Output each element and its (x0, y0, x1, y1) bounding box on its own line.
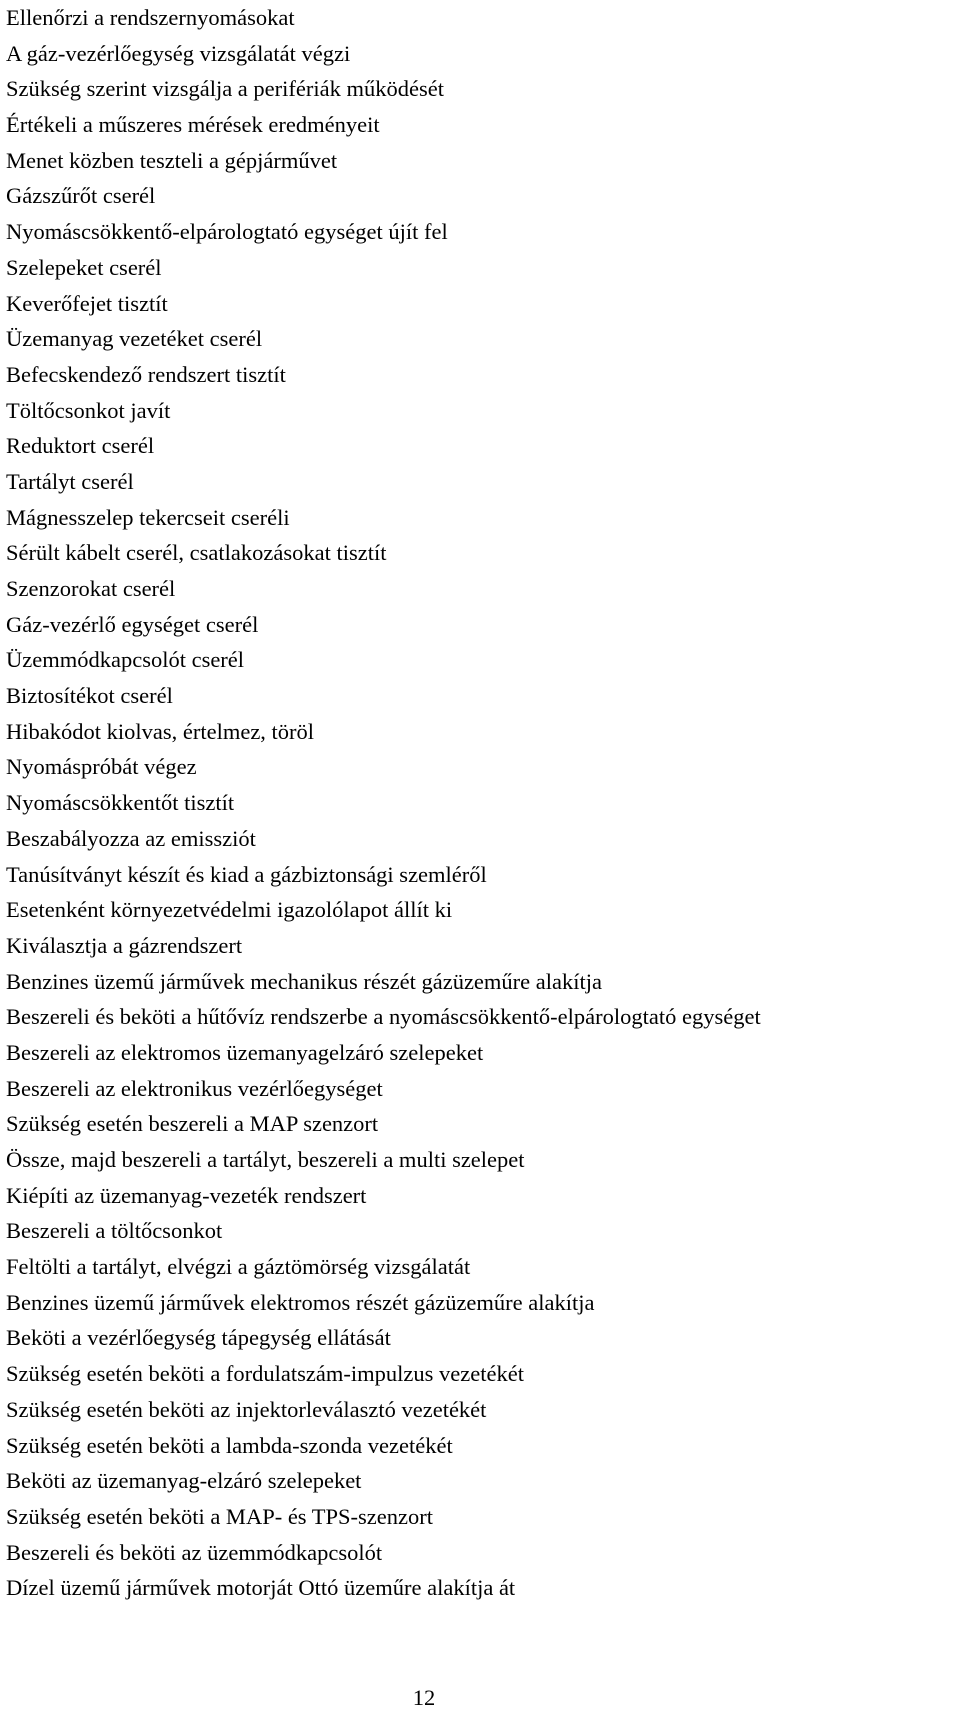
task-line: Mágnesszelep tekercseit cseréli (6, 504, 290, 530)
task-line: Szükség esetén beköti a lambda-szonda vezetékét (6, 1432, 453, 1458)
task-line: A gáz-vezérlőegység vizsgálatát végzi (6, 40, 351, 66)
task-line: Gázszűrőt cserél (6, 183, 156, 209)
task-line: Szükség szerint vizsgálja a perifériák működését (6, 76, 444, 102)
task-line: Beszereli és beköti a hűtővíz rendszerbe a nyomáscsökkentő-elpárologtató egységet (6, 1004, 761, 1030)
task-line: Beköti az üzemanyag-elzáró szelepeket (6, 1468, 362, 1494)
task-list (6, 0, 761, 1606)
task-line: Menet közben teszteli a gépjárművet (6, 147, 338, 173)
task-line: Beszereli a töltőcsonkot (6, 1218, 223, 1244)
task-line: Esetenként környezetvédelmi igazolólapot állít ki (6, 897, 453, 923)
task-line: Benzines üzemű járművek mechanikus részét gázüzeműre alakítja (6, 968, 602, 994)
task-line: Üzemanyag vezetéket cserél (6, 326, 263, 352)
task-line: Keverőfejet tisztít (6, 290, 168, 316)
task-line: Reduktort cserél (6, 433, 155, 459)
task-line: Szenzorokat cserél (6, 576, 176, 601)
task-line: Benzines üzemű járművek elektromos részét gázüzeműre alakítja (6, 1289, 595, 1315)
task-line: Beszabályozza az emissziót (6, 825, 256, 851)
task-line: Szükség esetén beköti a MAP- és TPS-szenzort (6, 1503, 434, 1529)
task-line: Beszereli az elektromos üzemanyagelzáró szelepeket (6, 1039, 484, 1065)
task-line: Kiépíti az üzemanyag-vezeték rendszert (6, 1182, 367, 1208)
task-line: Szelepeket cserél (6, 254, 162, 280)
task-line: Szükség esetén beköti az injektorleválasztó vezetékét (6, 1396, 487, 1422)
task-line: Befecskendező rendszert tisztít (6, 361, 286, 387)
task-line: Nyomáspróbát végez (6, 754, 197, 780)
task-line: Töltőcsonkot javít (6, 397, 171, 423)
task-line: Szükség esetén beköti a fordulatszám-impulzus vezetékét (6, 1361, 524, 1387)
task-line: Szükség esetén beszereli a MAP szenzort (6, 1111, 379, 1137)
task-line: Beszereli az elektronikus vezérlőegységet (6, 1075, 383, 1101)
task-line: Sérült kábelt cserél, csatlakozásokat tisztít (6, 540, 387, 566)
task-line: Feltölti a tartályt, elvégzi a gáztömörség vizsgálatát (6, 1254, 471, 1280)
task-line: Ellenőrzi a rendszernyomásokat (6, 5, 295, 30)
task-line: Beszereli és beköti az üzemmódkapcsolót (6, 1539, 383, 1565)
task-line: Össze, majd beszereli a tartályt, beszereli a multi szelepet (6, 1147, 525, 1172)
task-line: Biztosítékot cserél (6, 683, 173, 709)
task-line: Nyomáscsökkentőt tisztít (6, 790, 235, 816)
page-number: 12 (412, 1685, 436, 1710)
task-line: Nyomáscsökkentő-elpárologtató egységet újít fel (6, 219, 448, 245)
task-line: Beköti a vezérlőegység tápegység ellátását (6, 1325, 391, 1351)
task-line: Gáz-vezérlő egységet cserél (6, 611, 259, 637)
task-line: Hibakódot kiolvas, értelmez, töröl (6, 718, 315, 744)
task-line: Tartályt cserél (6, 468, 134, 494)
task-line: Üzemmódkapcsolót cserél (6, 647, 245, 673)
task-line: Értékeli a műszeres mérések eredményeit (6, 112, 380, 138)
task-line: Dízel üzemű járművek motorját Ottó üzeműre alakítja át (6, 1575, 516, 1601)
task-line: Tanúsítványt készít és kiad a gázbiztonsági szemléről (6, 861, 487, 887)
task-line: Kiválasztja a gázrendszert (6, 932, 243, 958)
